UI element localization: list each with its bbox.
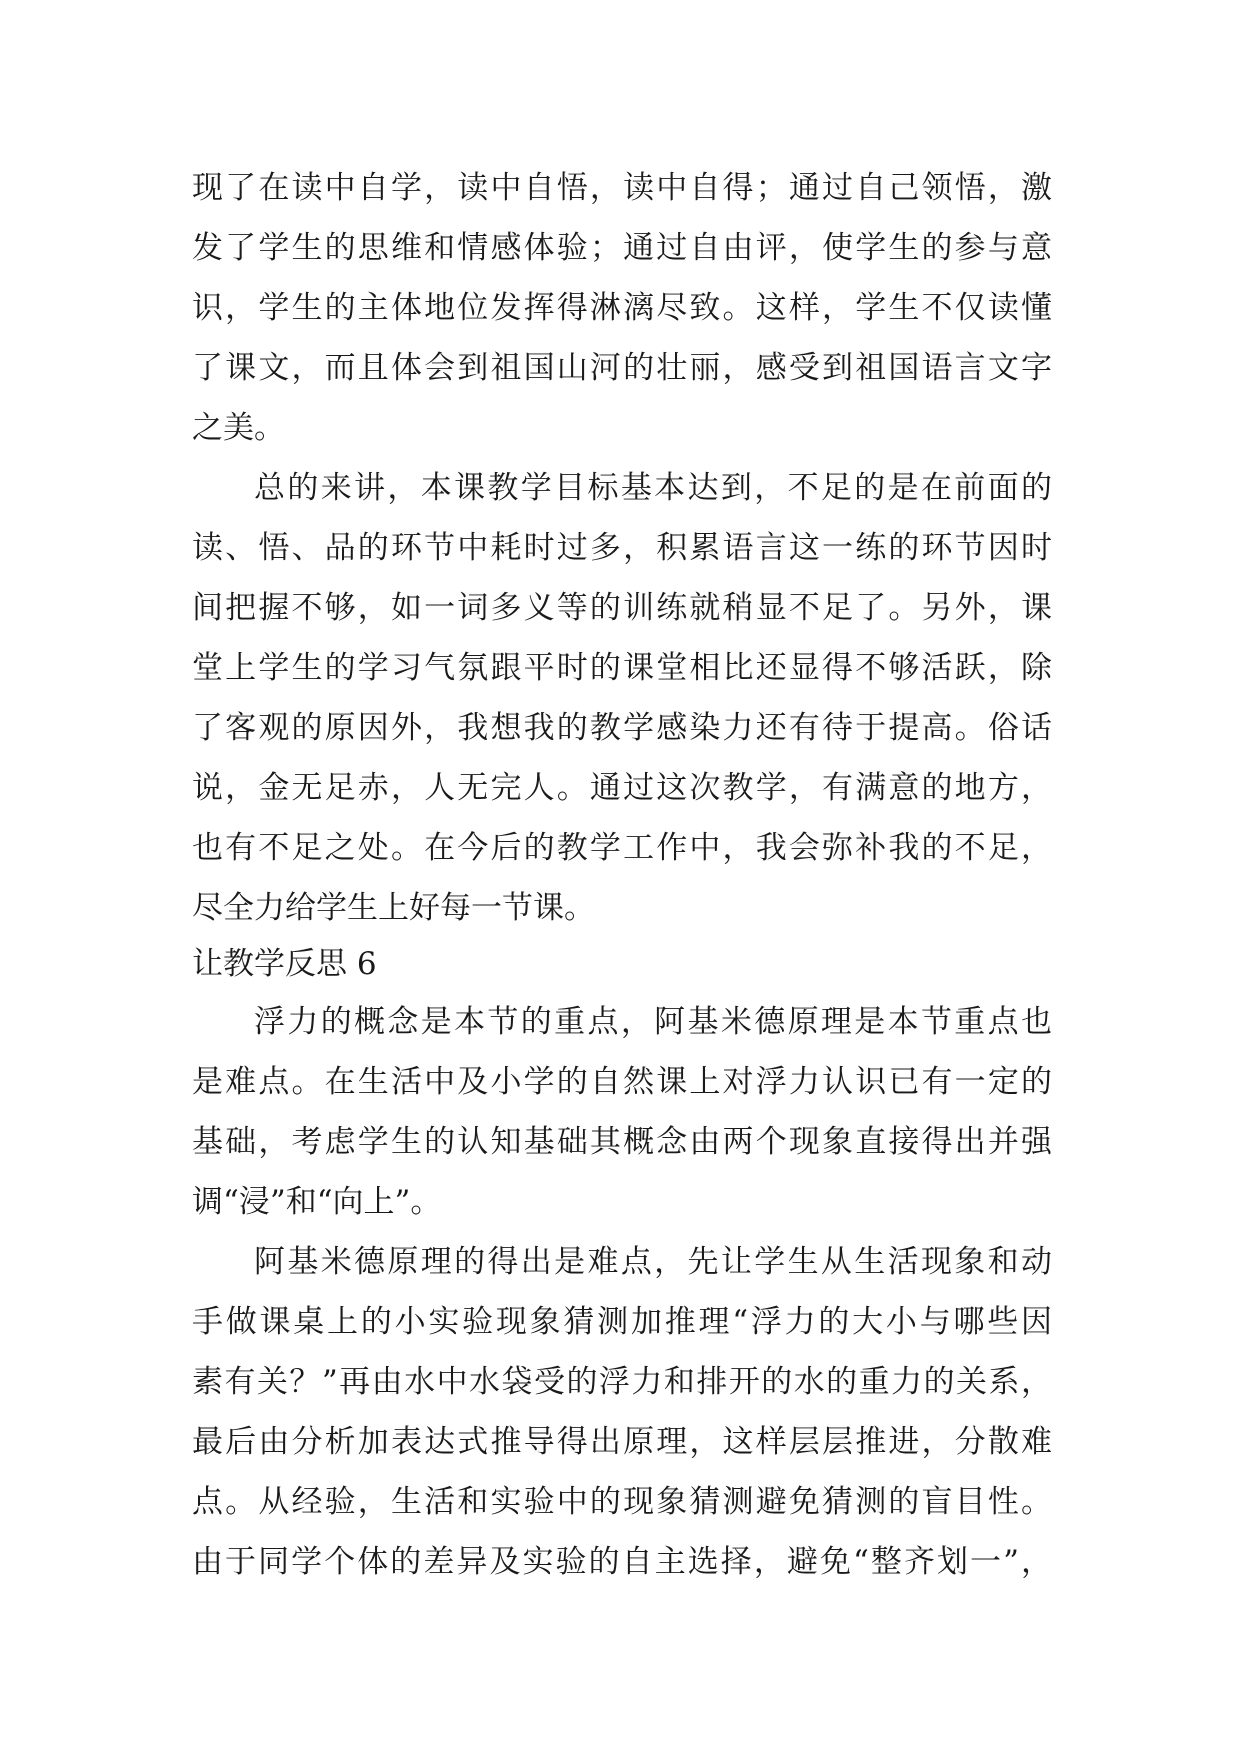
paragraph-line: 浮力的概念是本节的重点，阿基米德原理是本节重点也 <box>254 1004 1052 1040</box>
paragraph-line: 总的来讲，本课教学目标基本达到，不足的是在前面的 <box>254 470 1052 506</box>
paragraph-line: 基础，考虑学生的认知基础其概念由两个现象直接得出并强 <box>192 1124 1052 1160</box>
paragraph-line: 素有关？”再由水中水袋受的浮力和排开的水的重力的关系， <box>192 1364 1052 1400</box>
paragraph-line: 调“浸”和“向上”。 <box>192 1184 442 1220</box>
paragraph-line: 阿基米德原理的得出是难点，先让学生从生活现象和动 <box>254 1244 1052 1280</box>
section-heading: 让教学反思 6 <box>192 946 377 982</box>
paragraph-line: 发了学生的思维和情感体验；通过自由评，使学生的参与意 <box>192 230 1052 266</box>
paragraph-line: 间把握不够，如一词多义等的训练就稍显不足了。另外，课 <box>192 590 1052 626</box>
paragraph-line: 了客观的原因外，我想我的教学感染力还有待于提高。俗话 <box>192 710 1052 746</box>
paragraph-line: 也有不足之处。在今后的教学工作中，我会弥补我的不足， <box>192 830 1052 866</box>
paragraph-line: 读、悟、品的环节中耗时过多，积累语言这一练的环节因时 <box>192 530 1052 566</box>
paragraph-line: 之美。 <box>192 410 285 446</box>
paragraph-line: 点。从经验，生活和实验中的现象猜测避免猜测的盲目性。 <box>192 1484 1052 1520</box>
paragraph-line: 由于同学个体的差异及实验的自主选择，避免“整齐划一”， <box>192 1544 1052 1580</box>
paragraph-line: 现了在读中自学，读中自悟，读中自得；通过自己领悟，激 <box>192 170 1052 206</box>
paragraph-line: 最后由分析加表达式推导得出原理，这样层层推进，分散难 <box>192 1424 1052 1460</box>
paragraph-line: 是难点。在生活中及小学的自然课上对浮力认识已有一定的 <box>192 1064 1052 1100</box>
paragraph-line: 了课文，而且体会到祖国山河的壮丽，感受到祖国语言文字 <box>192 350 1052 386</box>
paragraph-line: 识，学生的主体地位发挥得淋漓尽致。这样，学生不仅读懂 <box>192 290 1052 326</box>
paragraph-line: 堂上学生的学习气氛跟平时的课堂相比还显得不够活跃，除 <box>192 650 1052 686</box>
paragraph-line: 手做课桌上的小实验现象猜测加推理“浮力的大小与哪些因 <box>192 1304 1052 1340</box>
paragraph-line: 说，金无足赤，人无完人。通过这次教学，有满意的地方， <box>192 770 1052 806</box>
paragraph-line: 尽全力给学生上好每一节课。 <box>192 890 595 926</box>
